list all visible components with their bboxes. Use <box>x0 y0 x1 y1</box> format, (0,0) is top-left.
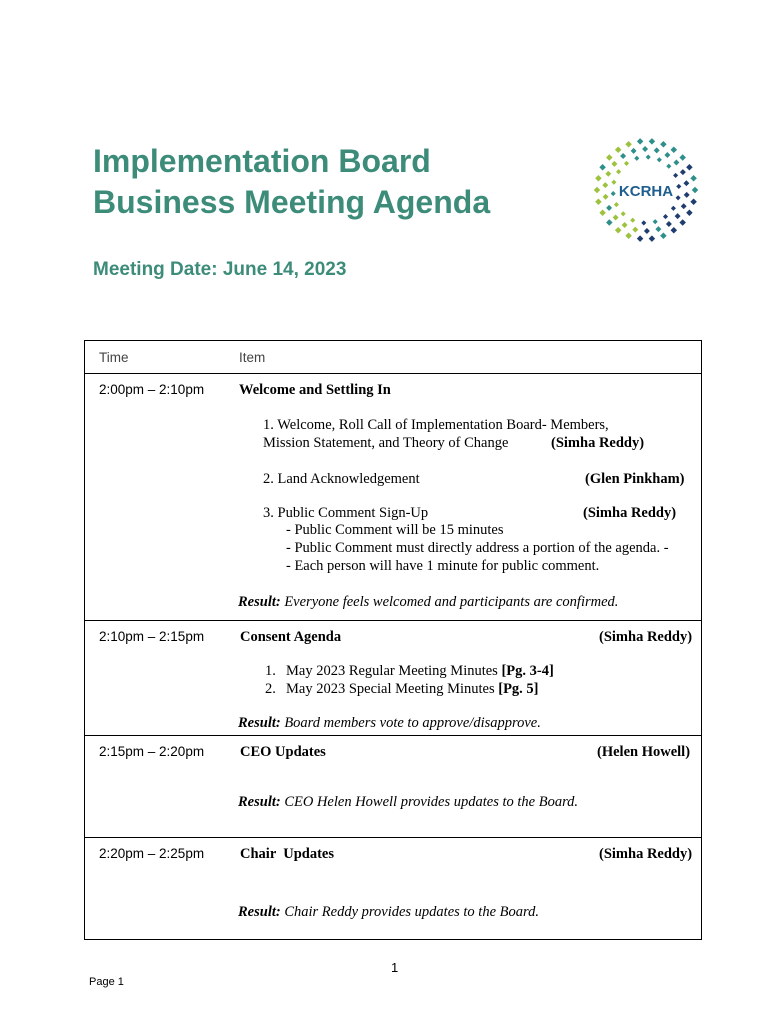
logo-diamond <box>671 227 678 234</box>
logo-diamond <box>673 173 678 178</box>
logo-diamond <box>680 169 686 175</box>
row-presenter: (Simha Reddy) <box>599 629 693 645</box>
logo-diamond <box>606 154 613 161</box>
logo-diamond <box>666 164 671 169</box>
table-header-row <box>85 341 701 373</box>
meeting-date: Meeting Date: June 14, 2023 <box>93 259 347 280</box>
page-number: 1 <box>391 960 399 975</box>
welcome-item-3: 3. Public Comment Sign-Up <box>263 505 429 521</box>
logo-diamond <box>625 141 632 148</box>
logo-diamond <box>595 175 602 182</box>
chair-result <box>238 904 539 921</box>
result-label: Result: <box>238 715 281 731</box>
consent-item-1 <box>286 663 554 681</box>
logo-diamond <box>637 235 644 242</box>
row-presenter: (Simha Reddy) <box>599 846 693 862</box>
logo-diamond <box>657 157 662 162</box>
logo-diamond <box>660 141 667 148</box>
logo-diamond <box>690 175 697 182</box>
logo-diamond <box>692 187 699 194</box>
logo-diamond <box>605 171 611 177</box>
welcome-item-2-presenter: (Glen Pinkham) <box>585 471 685 487</box>
welcome-bullet-1: - Public Comment will be 15 minutes <box>286 522 504 538</box>
agenda-row-ceo <box>85 735 701 837</box>
logo-diamond <box>606 219 613 226</box>
logo-diamond <box>631 148 637 154</box>
logo-diamond <box>644 228 650 234</box>
logo-diamond <box>602 182 608 188</box>
result-label: Result: <box>238 794 281 810</box>
row-title: Consent Agenda <box>240 629 342 645</box>
result-text: Board members vote to approve/disapprove. <box>280 715 541 731</box>
logo-diamond <box>686 210 693 217</box>
logo-diamond <box>654 147 660 153</box>
result-text: Everyone feels welcomed and participants are confirmed. <box>280 594 619 610</box>
result-text: Chair Reddy provides updates to the Board. <box>280 904 539 920</box>
logo-diamond <box>671 206 676 211</box>
logo-diamond <box>599 164 606 171</box>
consent-item-2 <box>286 681 539 699</box>
result-text: CEO Helen Howell provides updates to the Board. <box>280 794 579 810</box>
welcome-item-1-line-1: 1. Welcome, Roll Call of Implementation Board- Members, <box>263 417 609 433</box>
logo-diamond <box>681 203 687 209</box>
result-label: Result: <box>238 904 281 920</box>
logo-diamond <box>595 198 602 205</box>
ceo-result <box>238 794 578 811</box>
logo-diamond <box>613 215 619 221</box>
welcome-item-3-presenter: (Simha Reddy) <box>583 505 677 521</box>
logo-diamond <box>646 155 651 160</box>
logo-diamond <box>642 146 648 152</box>
consent-item-2-page: [Pg. 5] <box>498 681 539 697</box>
logo-diamond <box>620 153 626 159</box>
consent-item-2-text: May 2023 Special Meeting Minutes <box>286 681 499 697</box>
logo-diamond <box>615 146 622 153</box>
logo-diamond <box>632 227 638 233</box>
agenda-row-consent <box>85 620 701 735</box>
logo-diamond <box>676 195 681 200</box>
logo-diamond <box>621 211 626 216</box>
logo-diamond <box>683 180 689 186</box>
logo-diamond <box>679 219 686 226</box>
row-title: Welcome and Settling In <box>239 382 391 398</box>
welcome-item-1-presenter: (Simha Reddy) <box>551 435 645 451</box>
logo-diamond <box>603 194 609 200</box>
logo-diamond <box>684 192 690 198</box>
logo-diamond <box>616 169 621 174</box>
logo-diamond <box>594 187 601 194</box>
row-time: 2:20pm – 2:25pm <box>99 846 205 861</box>
consent-item-1-page: [Pg. 3-4] <box>501 663 554 679</box>
logo-diamond <box>599 210 606 217</box>
logo-diamond <box>637 138 644 145</box>
consent-item-2-number: 2. <box>265 681 276 697</box>
welcome-result <box>238 594 618 611</box>
logo-diamond <box>653 219 658 224</box>
row-title: CEO Updates <box>240 744 326 760</box>
document-title <box>93 141 490 223</box>
logo-text: KCRHA <box>618 183 674 200</box>
row-time: 2:00pm – 2:10pm <box>99 382 205 397</box>
welcome-bullet-3: - Each person will have 1 minute for public comment. <box>286 558 600 574</box>
logo-diamond <box>615 227 622 234</box>
logo-diamond <box>606 205 612 211</box>
row-title: Chair Updates <box>240 846 334 862</box>
welcome-bullet-2: - Public Comment must directly address a portion of the agenda. - <box>286 540 669 556</box>
logo-diamond <box>673 160 679 166</box>
logo-diamond <box>611 191 616 196</box>
welcome-item-1-line-2: Mission Statement, and Theory of Change <box>263 435 509 451</box>
kcrha-logo <box>590 132 702 248</box>
logo-diamond <box>649 138 656 145</box>
column-header-item: Item <box>239 350 266 365</box>
logo-diamond <box>686 164 693 171</box>
logo-diamond <box>634 156 639 161</box>
logo-diamond <box>611 161 617 167</box>
title-line-2: Business Meeting Agenda <box>93 184 491 220</box>
logo-diamond <box>622 222 628 228</box>
welcome-item-2: 2. Land Acknowledgement <box>263 471 420 487</box>
logo-diamond <box>675 213 681 219</box>
row-presenter: (Helen Howell) <box>597 744 691 760</box>
logo-diamond <box>671 146 678 153</box>
row-time: 2:15pm – 2:20pm <box>99 744 205 759</box>
logo-diamond <box>663 214 668 219</box>
row-time: 2:10pm – 2:15pm <box>99 629 205 644</box>
logo-diamond <box>630 218 635 223</box>
logo-diamond <box>655 226 661 232</box>
agenda-row-chair <box>85 837 701 939</box>
logo-diamond <box>649 235 656 242</box>
agenda-table <box>84 340 702 940</box>
logo-diamond <box>660 233 667 240</box>
logo-diamond <box>625 233 632 240</box>
logo-diamond <box>624 161 629 166</box>
logo-diamond <box>676 184 681 189</box>
logo-diamond <box>641 220 646 225</box>
consent-result <box>238 715 541 732</box>
logo-diamond <box>664 152 670 158</box>
title-line-1: Implementation Board <box>93 143 431 179</box>
result-label: Result: <box>238 594 281 610</box>
agenda-row-welcome <box>85 373 701 620</box>
consent-item-1-text: May 2023 Regular Meeting Minutes <box>286 663 502 679</box>
logo-diamond <box>690 198 697 205</box>
page-footer-label: Page 1 <box>89 976 124 988</box>
column-header-time: Time <box>99 350 129 365</box>
consent-item-1-number: 1. <box>265 663 276 679</box>
logo-diamond <box>611 180 616 185</box>
logo-diamond <box>679 154 686 161</box>
logo-diamond <box>614 202 619 207</box>
logo-diamond <box>666 221 672 227</box>
